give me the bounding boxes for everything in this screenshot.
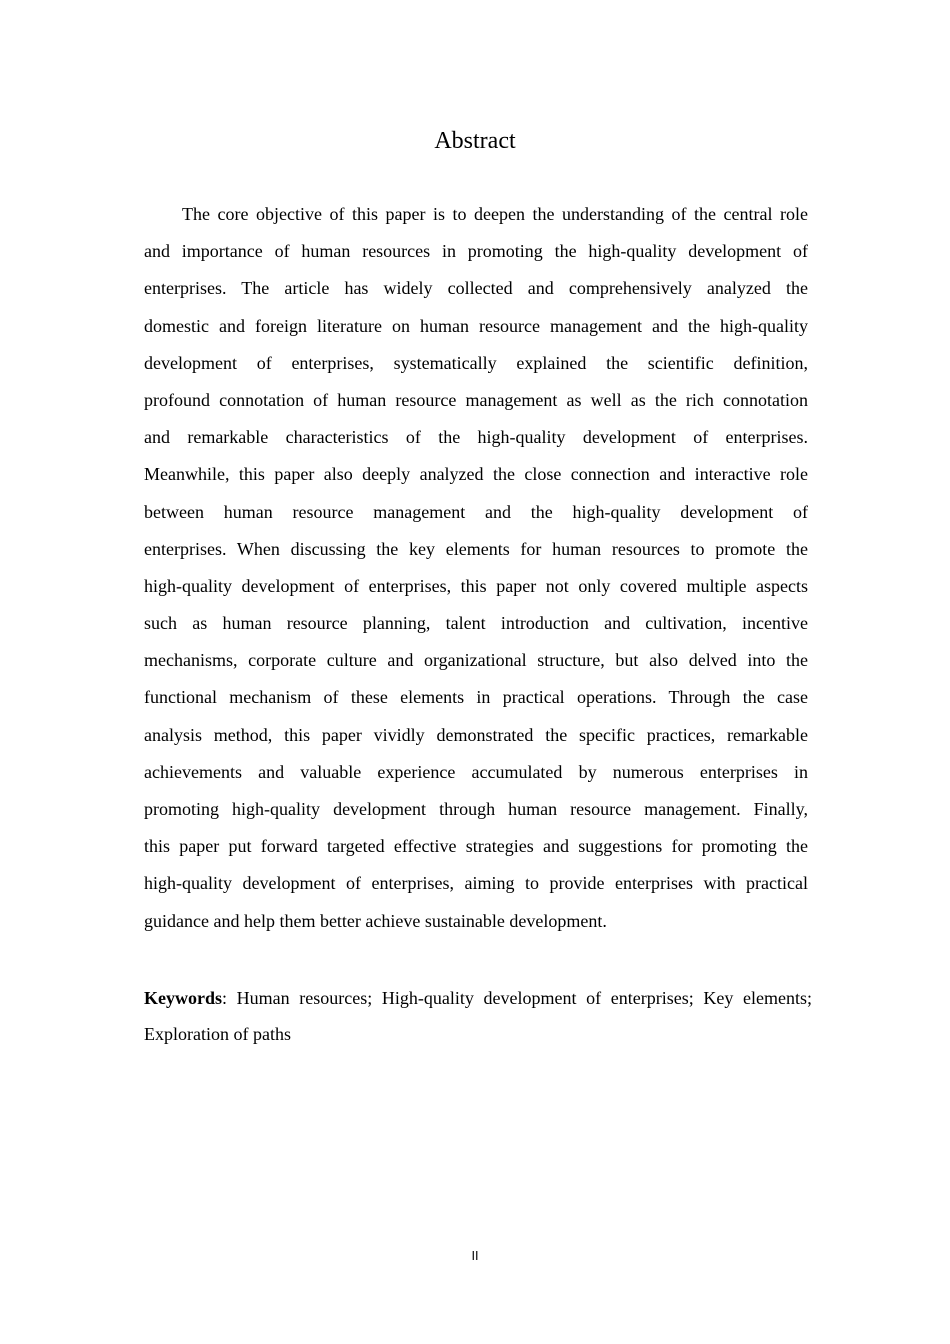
abstract-body — [144, 199, 808, 943]
abstract-line: functional mechanism of these elements in practical operations. Through the case — [144, 687, 808, 708]
page-number: II — [471, 1249, 479, 1263]
abstract-line: promoting high-quality development through human resource management. Finally, — [144, 799, 808, 819]
abstract-line: development of enterprises, systematically explained the scientific definition, — [144, 352, 808, 373]
abstract-line: Meanwhile, this paper also deeply analyzed the close connection and interactive role — [144, 464, 808, 485]
abstract-line: enterprises. The article has widely collected and comprehensively analyzed the — [144, 278, 808, 299]
abstract-line: analysis method, this paper vividly demonstrated the specific practices, remarkable — [144, 724, 808, 745]
keywords-text: Human resources; High-quality development of enterprises; Key elements; — [227, 988, 812, 1008]
abstract-line: and remarkable characteristics of the high-quality development of enterprises. — [144, 427, 808, 448]
keywords-line-1 — [144, 984, 812, 1020]
abstract-line: enterprises. When discussing the key elements for human resources to promote the — [144, 538, 808, 559]
keywords-line-2: Exploration of paths — [144, 1024, 291, 1044]
abstract-line: this paper put forward targeted effective strategies and suggestions for promoting the — [144, 836, 808, 857]
abstract-line: profound connotation of human resource management as well as the rich connotation — [144, 389, 808, 410]
abstract-line: high-quality development of enterprises, this paper not only covered multiple aspects — [144, 575, 808, 596]
abstract-line: between human resource management and the high-quality development of — [144, 501, 808, 522]
abstract-line: The core objective of this paper is to deepen the understanding of the central role — [182, 204, 808, 224]
abstract-line: such as human resource planning, talent introduction and cultivation, incentive — [144, 613, 808, 634]
page-title: Abstract — [434, 128, 516, 154]
keywords-separator: : — [222, 988, 228, 1008]
abstract-line: achievements and valuable experience accumulated by numerous enterprises in — [144, 761, 808, 782]
abstract-line: and importance of human resources in promoting the high-quality development of — [144, 241, 808, 262]
abstract-line: domestic and foreign literature on human resource management and the high-quality — [144, 315, 808, 336]
abstract-line: high-quality development of enterprises, aiming to provide enterprises with practical — [144, 873, 808, 894]
keywords-section — [144, 984, 812, 1056]
abstract-line: mechanisms, corporate culture and organizational structure, but also delved into the — [144, 650, 808, 671]
abstract-line: guidance and help them better achieve sustainable development. — [144, 910, 607, 931]
keywords-label: Keywords — [144, 988, 222, 1008]
